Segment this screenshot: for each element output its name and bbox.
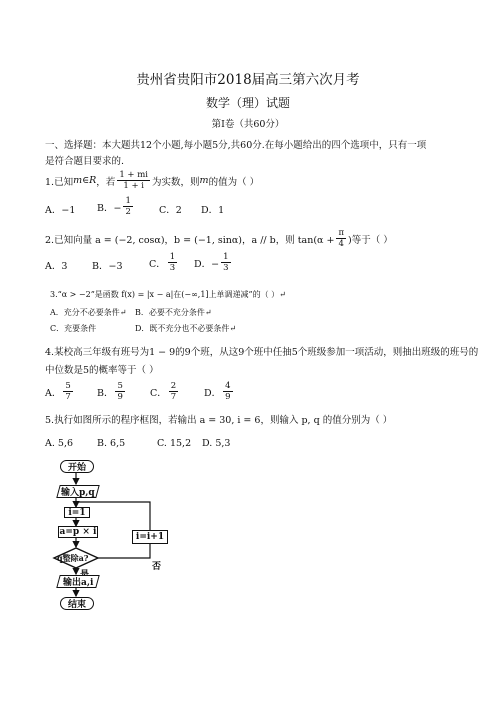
flow-start: 开始 — [60, 460, 94, 473]
q4-option-b: B． $\frac{5}{9}$ — [97, 381, 123, 402]
q3-option-a: A．充分不必要条件↵ — [50, 308, 127, 317]
q5-option-c: C. 15,2 — [157, 438, 192, 449]
q1-option-b: B．− $\frac{1}{2}$ — [97, 196, 131, 217]
q5-option-d: D. 5,3 — [202, 438, 231, 449]
q4-option-d: D． $\frac{4}{9}$ — [204, 381, 231, 402]
q1-option-a: A．−1 — [45, 205, 76, 216]
page-title: 贵州省贵阳市2018届高三第六次月考 — [136, 72, 360, 88]
q4-option-a: A． $\frac{5}{7}$ — [45, 381, 71, 402]
part-header: 第Ⅰ卷（共60分） — [211, 119, 285, 130]
q1-fraction: $\frac{1 + mi}{1 + i}$ — [119, 170, 149, 191]
question-3-stem: 3.“α > −2”是函数 f(x) = |x − a|在(−∞,1]上单调递减”的（ ）↵ — [50, 290, 286, 299]
flow-output: 输出a,i — [56, 575, 99, 588]
flow-input: 输入p,q — [56, 485, 99, 498]
question-2-stem: 2.已知向量 a = (−2, cosα)，b = (−1, sinα)，a // b，则 tan(α + $\frac{\pi}{4}$ )等于（ ） — [45, 228, 393, 249]
question-1-stem: 1.已知 m ∈ R ，若 $\frac{1 + mi}{1 + i}$ 为实数，则 m 的值为（ ） — [45, 170, 260, 191]
q3-option-c: C．充要条件 — [50, 324, 97, 333]
question-4-line1: 4.某校高三年级有班号为1 − 9的9个班，从这9个班中任抽5个班级参加一项活动，则抽出班级的班号的 — [45, 347, 479, 358]
flow-init: i=1 — [64, 507, 90, 518]
question-5-stem: 5.执行如图所示的程序框图，若输出 a = 30, i = 6，则输入 p, q 的值分别为（ ） — [45, 415, 393, 426]
flow-end: 结束 — [60, 597, 94, 610]
q1-option-d: D．1 — [201, 205, 225, 216]
q3-option-b: B．必要不充分条件↵ — [135, 308, 212, 317]
section-intro-line2: 是符合题目要求的. — [45, 156, 125, 167]
q5-option-a: A. 5,6 — [45, 438, 74, 449]
flow-no-label: 否 — [152, 562, 162, 572]
q3-option-d: D．既不充分也不必要条件↵ — [135, 324, 237, 333]
flow-calc: a=p × i — [59, 527, 97, 537]
flowchart — [40, 458, 180, 616]
q5-option-b: B. 6,5 — [97, 438, 126, 449]
q2-option-d: D．− $\frac{1}{3}$ — [194, 252, 229, 273]
q2-option-a: A．3 — [45, 261, 68, 272]
q4-option-c: C． $\frac{2}{7}$ — [150, 381, 177, 402]
flow-increment: i=i+1 — [132, 530, 168, 544]
q2-option-b: B．−3 — [92, 261, 123, 272]
flow-condition: q整除a? — [57, 553, 89, 563]
section-intro-line1: 一、选择题：本大题共12个小题,每小题5分,共60分.在每小题给出的四个选项中，只有一项 — [45, 140, 427, 151]
q1-option-c: C．2 — [159, 205, 182, 216]
page-subtitle: 数学（理）试题 — [205, 96, 290, 110]
q2-option-c: C． $\frac{1}{3}$ — [149, 252, 176, 273]
question-4-line2: 中位数是5的概率等于（ ） — [45, 365, 159, 376]
